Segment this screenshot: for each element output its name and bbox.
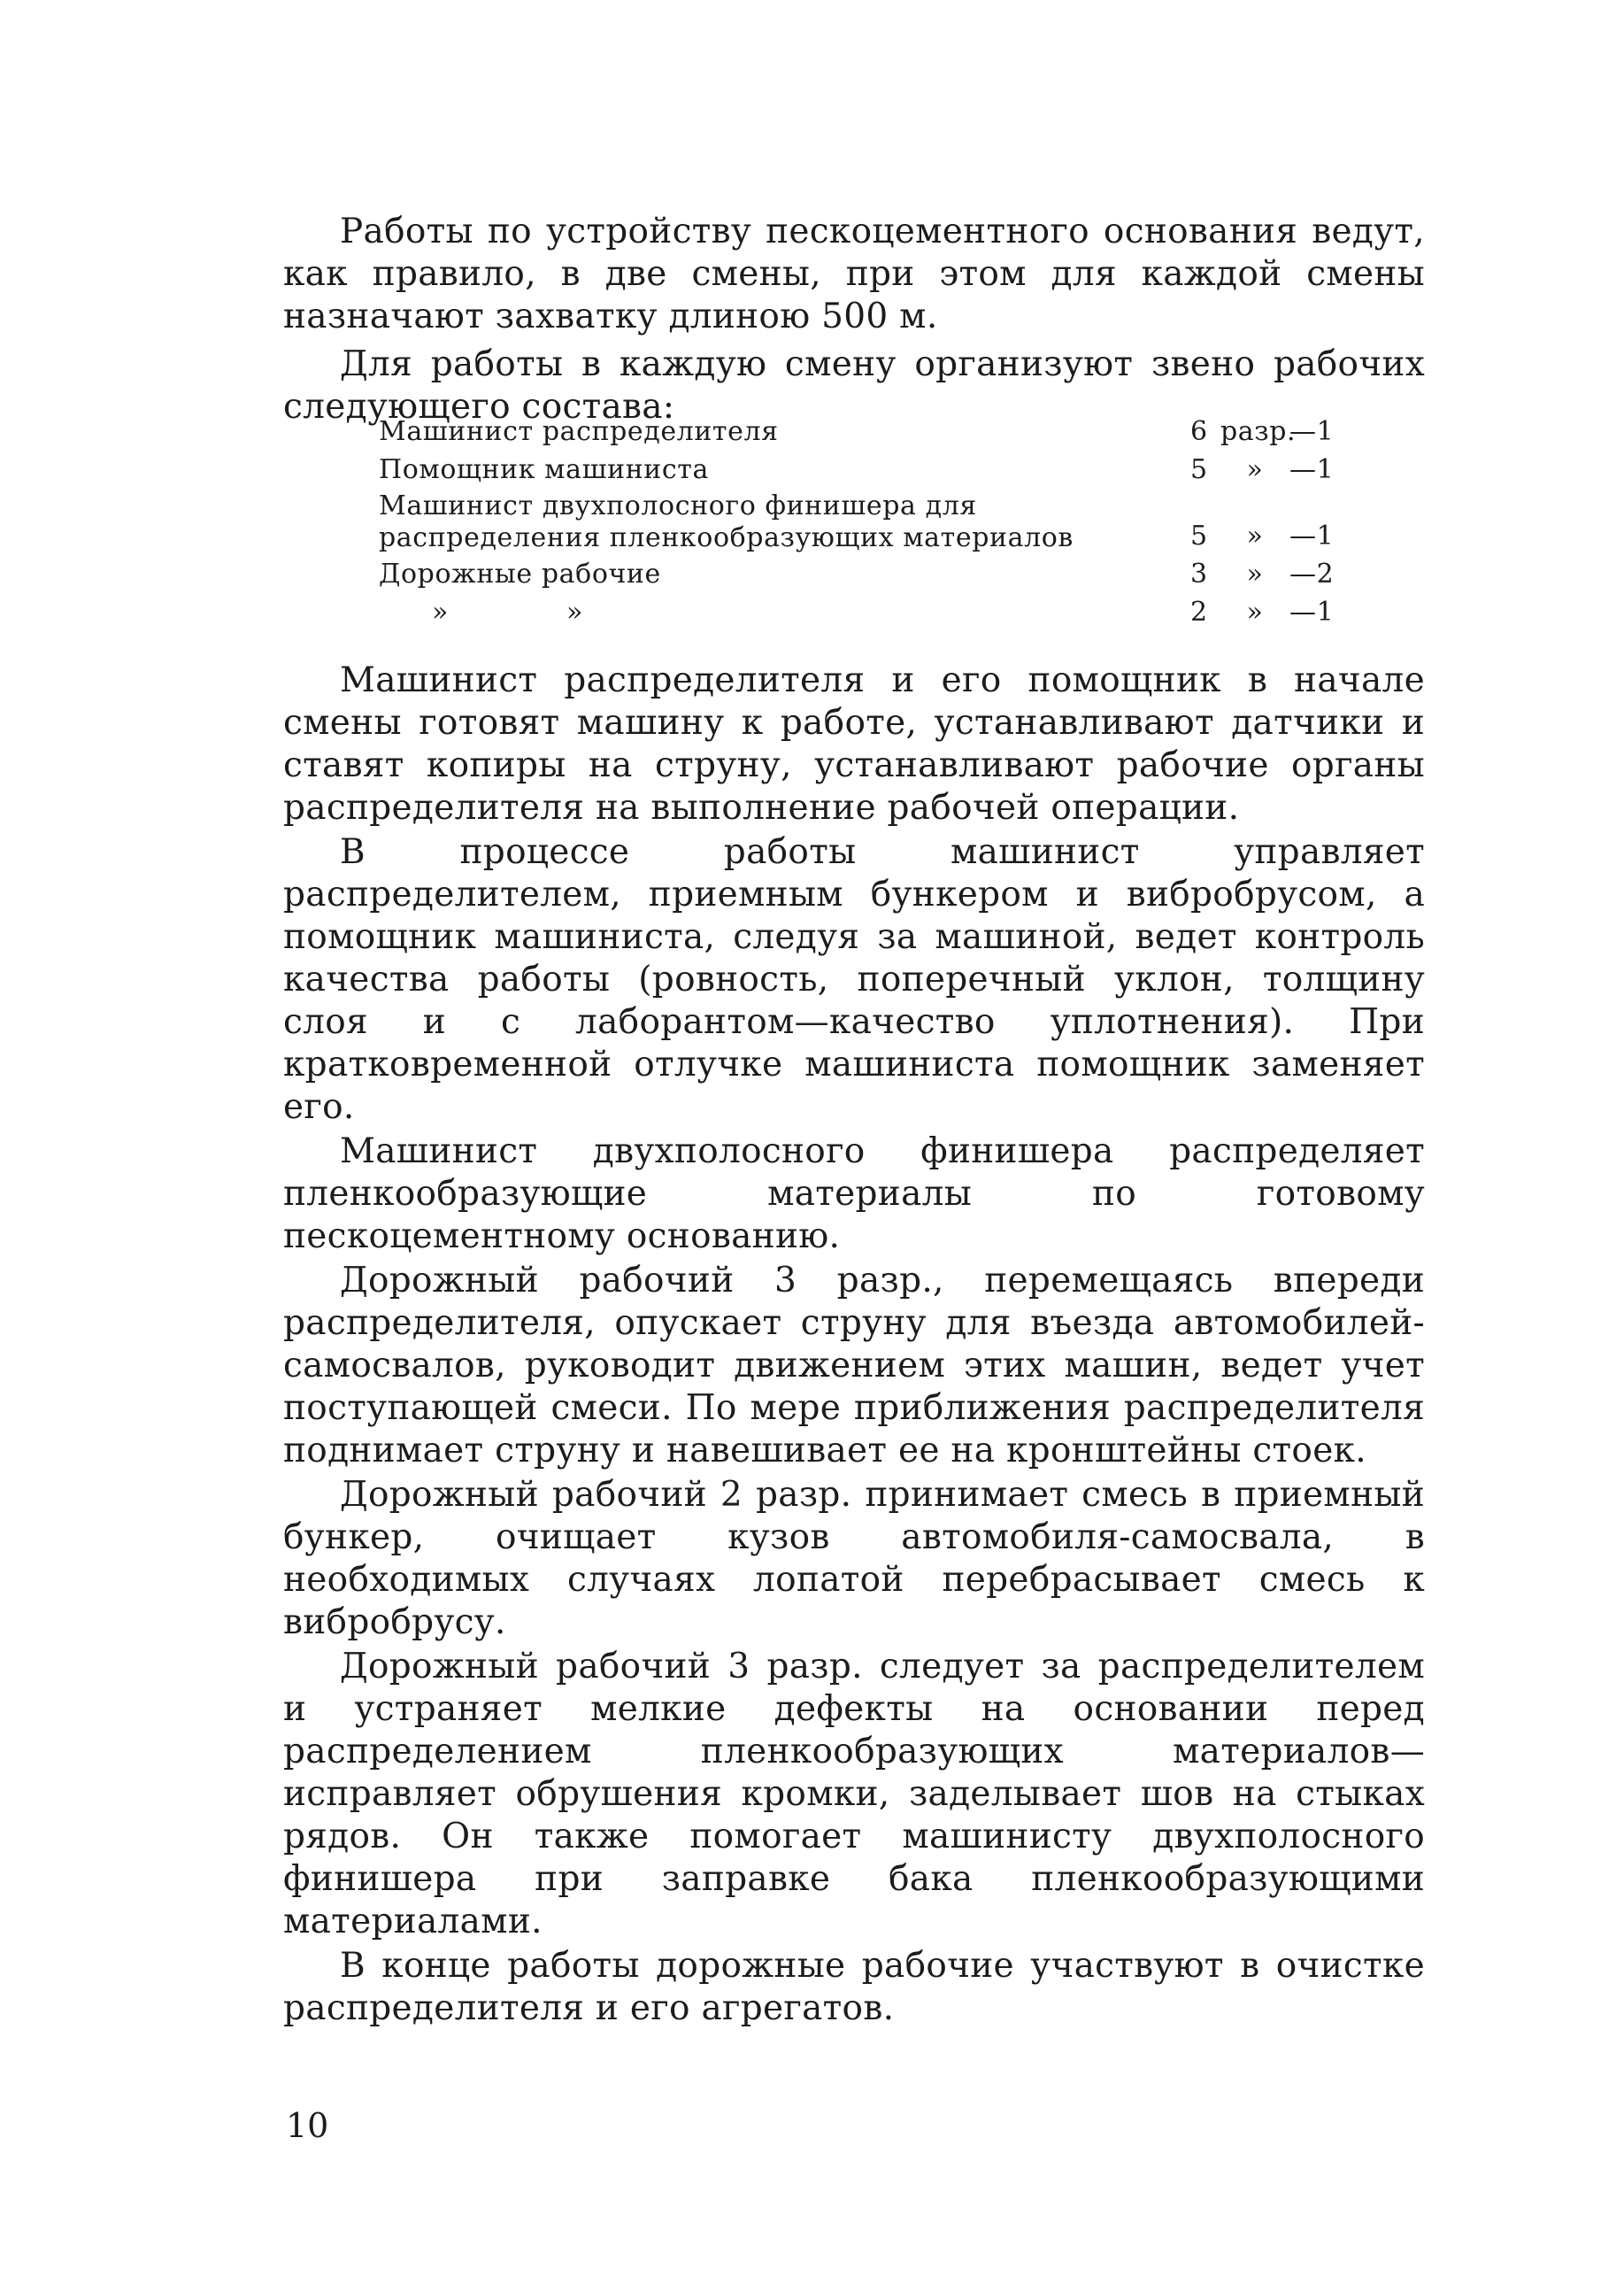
crew-role-ditto	[379, 595, 1190, 630]
crew-grade: 6 разр.—1	[1190, 416, 1335, 447]
crew-row	[379, 452, 1339, 488]
crew-role: Дорожные рабочие	[379, 559, 661, 590]
ditto-mark: »	[432, 597, 449, 628]
duties-paragraph: В конце работы дорожные рабочие участвуют в очистке распределителя и его агрегатов.	[283, 1946, 1425, 2028]
crew-role: Помощник машиниста	[379, 454, 709, 485]
intro-section	[283, 211, 1425, 428]
duties-paragraph: Дорожный рабочий 2 разр. принимает смесь в приемный бункер, очищает кузов автомобиля-самосвала, в необходимых случаях лопатой перебрасывает смесь к вибробрусу.	[283, 1475, 1425, 1642]
crew-row	[379, 490, 1339, 554]
crew-role: Машинист распределителя	[379, 416, 779, 447]
duties-paragraph: В процессе работы машинист управляет распределителем, приемным бункером и вибробрусом, а помощник машиниста, следуя за машиной, ведет контроль качества работы (ровность, поперечный уклон, толщину слоя и с лаборантом—качество уплотнения). При кратковременной отлучке машиниста помощник заменяет его.	[283, 832, 1425, 1127]
duties-paragraph: Машинист распределителя и его помощник в начале смены готовят машину к работе, устанавливают датчики и ставят копиры на струну, устанавливают рабочие органы распределителя на выполнение рабочей операции.	[283, 660, 1425, 828]
duties-paragraph: Дорожный рабочий 3 разр., перемещаясь впереди распределителя, опускает струну для въезда автомобилей-самосвалов, руководит движением этих машин, ведет учет поступающей смеси. По мере приближения распределителя поднимает струну и навешивает ее на кронштейны стоек.	[283, 1261, 1425, 1470]
crew-row	[379, 414, 1339, 450]
crew-role: Машинист двухполосного финишера для распределения пленкообразующих материалов	[379, 490, 1074, 553]
intro-paragraph: Работы по устройству пескоцементного основания ведут, как правило, в две смены, при этом для каждой смены назначают захватку длиною 500 м.	[283, 212, 1425, 336]
crew-grade: 3 » —2	[1190, 559, 1335, 590]
crew-row	[379, 557, 1339, 592]
duties-paragraph: Машинист двухполосного финишера распределяет пленкообразующие материалы по готовому пескоцементному основанию.	[283, 1131, 1425, 1256]
ditto-mark: »	[566, 597, 583, 628]
crew-composition-list	[379, 414, 1339, 630]
crew-grade: 5 » —1	[1190, 454, 1335, 485]
intro-paragraph: Для работы в каждую смену организуют звено рабочих следующего состава:	[283, 344, 1425, 427]
crew-grade: 2 » —1	[1190, 597, 1335, 628]
crew-row	[379, 595, 1339, 630]
duties-paragraph: Дорожный рабочий 3 разр. следует за распределителем и устраняет мелкие дефекты на основании перед распределением пленкообразующих материалов—исправляет обрушения кромки, заделывает шов на стыках рядов. Он также помогает машинисту двухполосного финишера при заправке бака пленкообразующими материалами.	[283, 1647, 1425, 1941]
page-number: 10	[286, 2106, 329, 2145]
duties-section	[283, 660, 1425, 2030]
crew-grade: 5 » —1	[1190, 521, 1335, 552]
